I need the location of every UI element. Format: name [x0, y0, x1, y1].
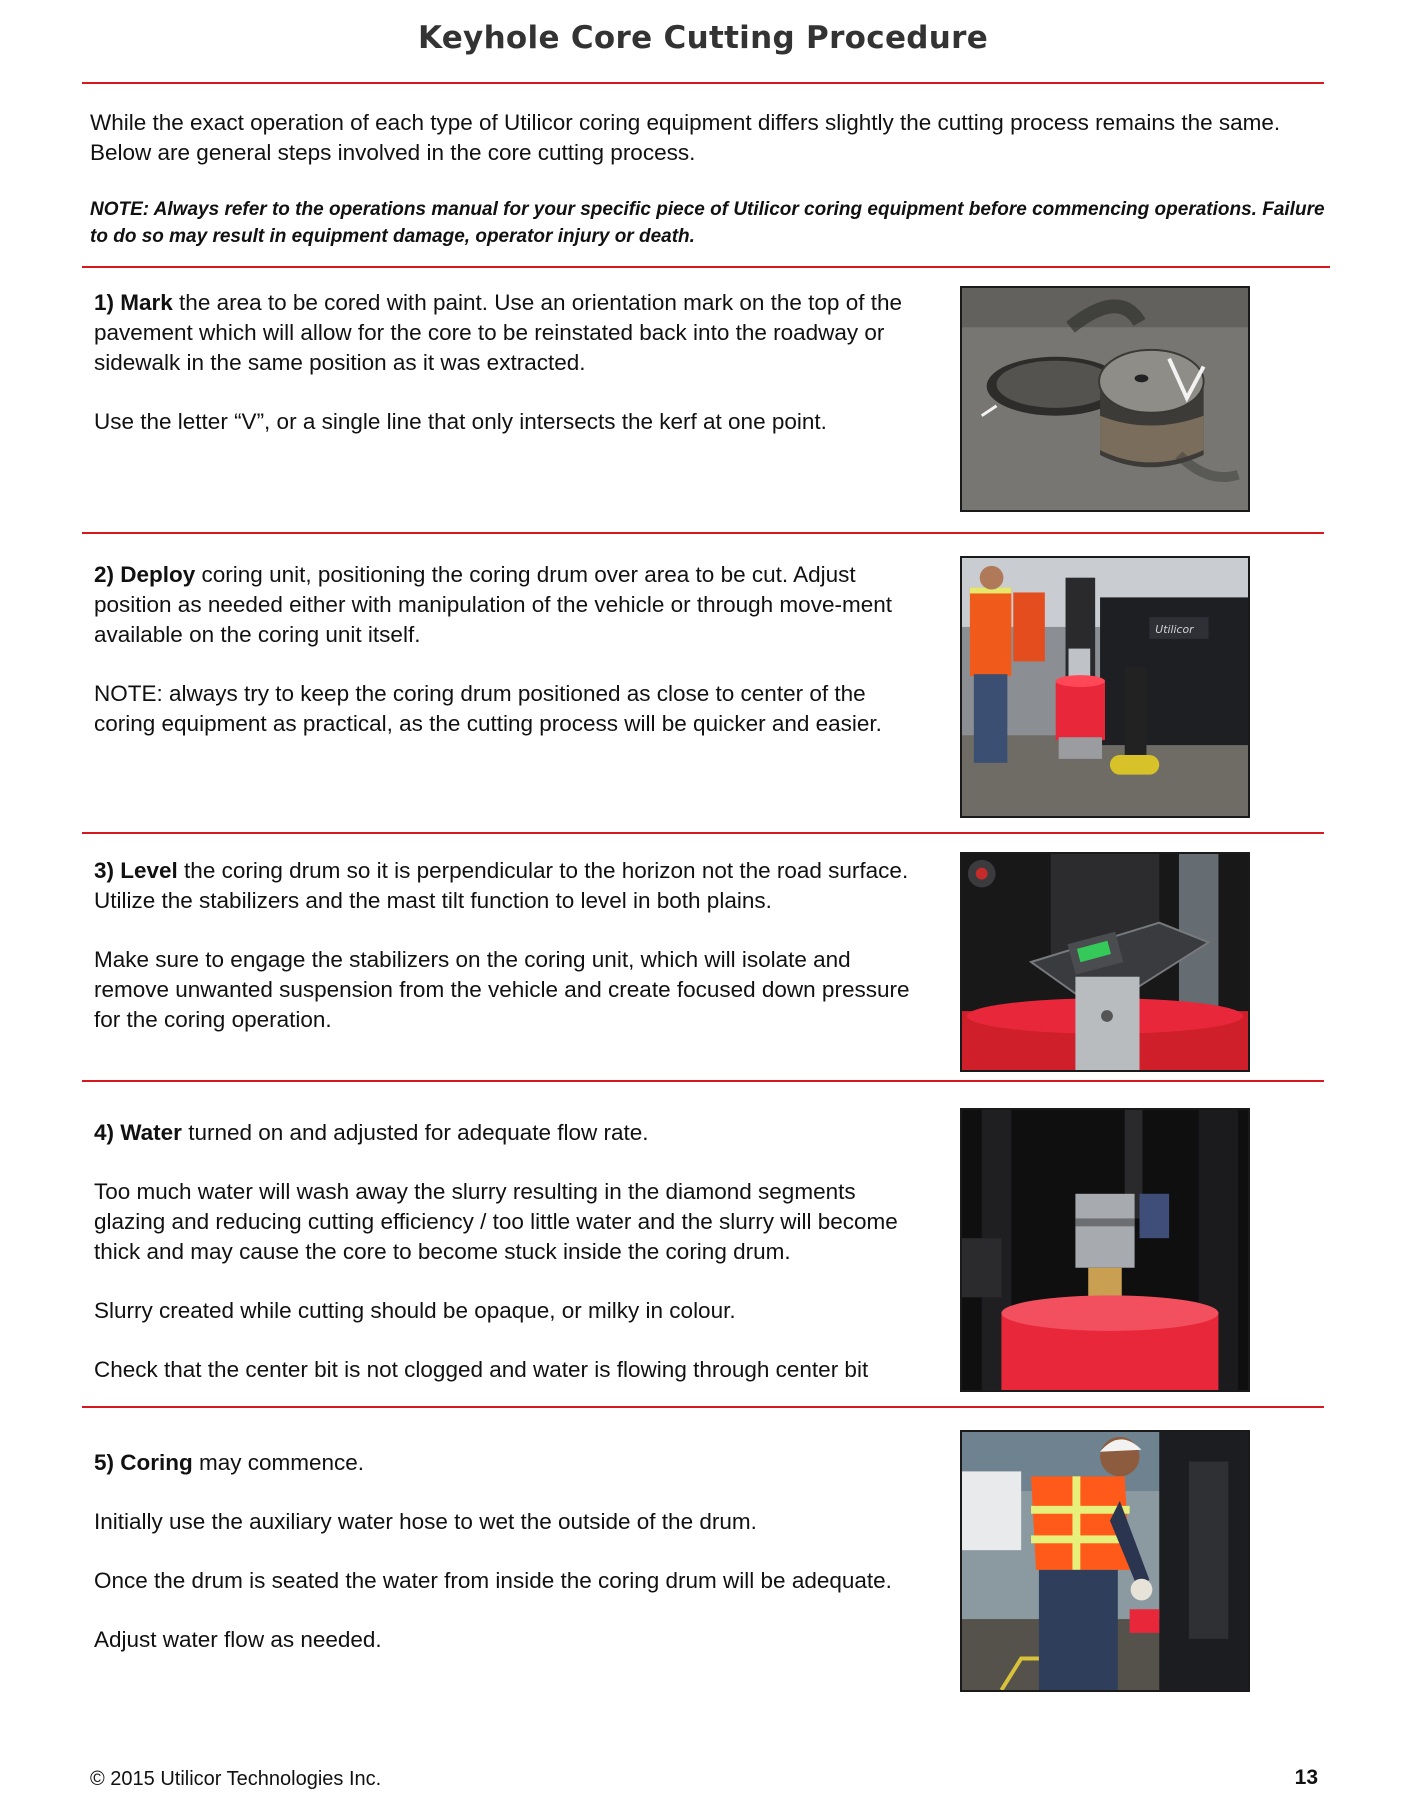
step-3-rule	[82, 1080, 1324, 1082]
safety-note: NOTE: Always refer to the operations manual for your specific piece of Utilicor coring equipment before commencing operations. Failure to do so may result in equipment damage, operator injury or death.	[90, 199, 1325, 247]
step-2-rule	[82, 832, 1324, 834]
step-2-heading: 2) Deploy	[94, 562, 196, 587]
step-4-paragraph-2: Slurry created while cutting should be opaque, or milky in colour.	[94, 1298, 736, 1323]
footer-page-number: 13	[1294, 1766, 1318, 1789]
step-1-lead: the area to be cored with paint. Use an orientation mark on the top of the pavement which will allow for the core to be reinstated back into the roadway or sidewalk in the same position as it was extracted.	[94, 290, 902, 375]
step-4-text	[94, 1118, 924, 1414]
step-1-paragraph: Use the letter “V”, or a single line that only intersects the kerf at one point.	[94, 409, 827, 434]
step-2-lead-paragraph	[94, 560, 924, 650]
step-5-lead-paragraph	[94, 1448, 924, 1478]
step-2-lead: coring unit, positioning the coring drum over area to be cut. Adjust position as needed either with manipulation of the vehicle or through move-ment available on the coring unit itself.	[94, 562, 892, 647]
step-4-paragraph-1: Too much water will wash away the slurry resulting in the diamond segments glazing and reducing cutting efficiency / too little water and the slurry will become thick and may cause the core to become stuck inside the coring drum.	[94, 1179, 898, 1264]
step-3-text	[94, 856, 924, 1064]
step-1-text	[94, 288, 924, 466]
step-3-paragraph: Make sure to engage the stabilizers on the coring unit, which will isolate and remove unwanted suspension from the vehicle and create focused down pressure for the coring operation.	[94, 947, 910, 1032]
intro-paragraph: While the exact operation of each type of Utilicor coring equipment differs slightly the cutting process remains the same. Below are general steps involved in the core cutting process.	[90, 110, 1281, 165]
step-4-lead-paragraph	[94, 1118, 924, 1148]
step-3-lead: the coring drum so it is perpendicular to the horizon not the road surface. Utilize the stabilizers and the mast tilt function to level in both plains.	[94, 858, 909, 913]
step-2-paragraph: NOTE: always try to keep the coring drum positioned as close to center of the coring equipment as practical, as the cutting process will be quicker and easier.	[94, 681, 882, 736]
step-4-lead: turned on and adjusted for adequate flow rate.	[181, 1120, 649, 1145]
step-5-lead: may commence.	[192, 1450, 365, 1475]
step-4-heading: 4) Water	[94, 1120, 182, 1145]
step-3-lead-paragraph	[94, 856, 924, 916]
step-4-photo-water-drum	[960, 1108, 1250, 1392]
step-1-heading: 1) Mark	[94, 290, 173, 315]
step-2-text	[94, 560, 924, 768]
step-5-paragraph-1: Initially use the auxiliary water hose to wet the outside of the drum.	[94, 1509, 757, 1534]
page-title: Keyhole Core Cutting Procedure	[417, 20, 989, 56]
title-rule	[82, 82, 1324, 84]
step-5-photo-coring-operator	[960, 1430, 1250, 1692]
note-rule	[82, 266, 1330, 268]
step-1-lead-paragraph	[94, 288, 924, 378]
footer-copyright: © 2015 Utilicor Technologies Inc.	[90, 1768, 382, 1790]
truck-logo-text: Utilicor	[1155, 622, 1194, 636]
step-5-paragraph-2: Once the drum is seated the water from inside the coring drum will be adequate.	[94, 1568, 892, 1593]
step-3-photo-level-bubble	[960, 852, 1250, 1072]
step-4-paragraph-3: Check that the center bit is not clogged and water is flowing through center bit	[94, 1357, 869, 1382]
step-4-rule	[82, 1406, 1324, 1408]
step-5-heading: 5) Coring	[94, 1450, 193, 1475]
step-5-paragraph-3: Adjust water flow as needed.	[94, 1627, 382, 1652]
step-2-photo-deploy-unit	[960, 556, 1250, 818]
step-5-text	[94, 1448, 924, 1684]
step-3-heading: 3) Level	[94, 858, 178, 883]
step-1-rule	[82, 532, 1324, 534]
step-1-photo-core-removed	[960, 286, 1250, 512]
